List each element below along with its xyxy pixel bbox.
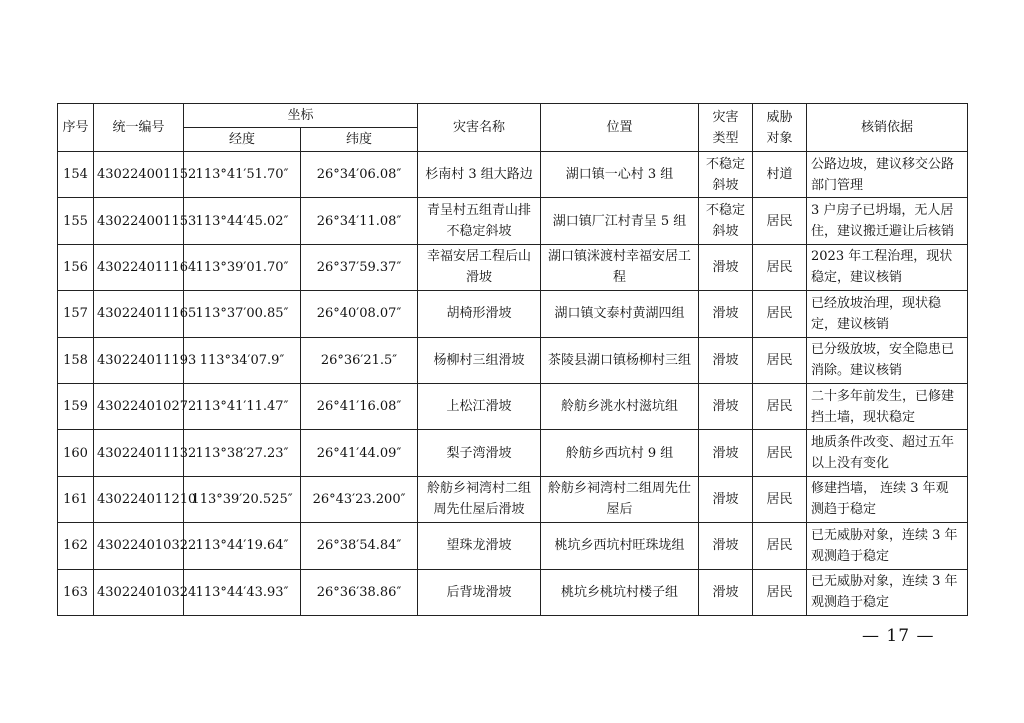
cell-seq: 157 [58,291,94,337]
cell-hazard-type-line: 滑坡 [712,399,739,415]
header-threat-line1: 威胁 [766,109,793,125]
cell-basis-line: 观测趋于稳定 [811,548,890,564]
cell-code: 430224010272 [94,383,184,429]
cell-hazard-type-line: 滑坡 [712,491,739,507]
header-basis: 核销依据 [807,104,968,152]
cell-hazard-name-line: 后背垅滑坡 [446,584,512,600]
cell-location [541,569,699,615]
cell-longitude: 113°34′07.9″ [184,337,301,383]
cell-basis-line: 测趋于稳定 [811,502,877,518]
cell-hazard-name-line: 梨子湾滑坡 [446,445,512,461]
cell-longitude: 113°44′19.64″ [184,523,301,569]
cell-basis [807,291,968,337]
cell-hazard-name-line: 上松江滑坡 [446,399,512,415]
cell-hazard-type [699,291,753,337]
cell-location [541,523,699,569]
cell-basis-line: 已无威胁对象，连续 3 年 [811,527,958,543]
table-header [58,104,968,152]
cell-location-line: 茶陵县湖口镇杨柳村三组 [548,352,692,368]
cell-hazard-name [418,291,541,337]
cell-basis-line: 已分级放坡，安全隐患已 [811,342,955,358]
cell-hazard-name-line: 杉南村 3 组大路边 [425,167,533,183]
cell-hazard-type [699,476,753,522]
header-location: 位置 [541,104,699,152]
cell-location-line: 湖口镇文泰村黄湖四组 [554,306,685,322]
cell-basis-line: 地质条件改变、超过五年 [811,435,955,451]
cell-threat-object: 居民 [753,337,807,383]
table-row [58,476,968,522]
cell-seq: 158 [58,337,94,383]
cell-latitude: 26°34′06.08″ [301,152,418,198]
cell-basis-line: 以上没有变化 [811,456,890,472]
cell-latitude: 26°36′21.5″ [301,337,418,383]
cell-hazard-name-line: 幸福安居工程后山 [427,249,532,265]
table-row [58,383,968,429]
cell-location-line: 舲舫乡祠湾村二组周先仕 [548,481,692,497]
hazard-table [57,103,968,616]
cell-latitude: 26°36′38.86″ [301,569,418,615]
cell-threat-object: 居民 [753,430,807,476]
table-row [58,523,968,569]
cell-seq: 160 [58,430,94,476]
cell-basis [807,337,968,383]
cell-location [541,152,699,198]
cell-location [541,337,699,383]
cell-basis [807,430,968,476]
cell-hazard-name-line: 滑坡 [466,270,493,286]
cell-code: 430224011164 [94,244,184,290]
cell-location-line: 桃坑乡桃坑村楼子组 [561,584,679,600]
cell-code: 430224011132 [94,430,184,476]
cell-basis [807,383,968,429]
cell-hazard-type [699,244,753,290]
cell-basis-line: 二十多年前发生，已修建 [811,388,955,404]
cell-hazard-name [418,152,541,198]
header-lat: 纬度 [301,128,418,152]
cell-longitude: 113°44′45.02″ [184,198,301,244]
cell-threat-object: 居民 [753,569,807,615]
cell-seq: 162 [58,523,94,569]
header-type [699,104,753,152]
cell-hazard-name-line: 不稳定斜坡 [446,224,512,240]
cell-hazard-name [418,198,541,244]
header-type-line2: 类型 [712,130,739,146]
cell-longitude: 113°39′01.70″ [184,244,301,290]
cell-basis-line: 2023 年工程治理，现状 [811,249,953,265]
cell-hazard-name [418,523,541,569]
cell-hazard-type-line: 滑坡 [712,445,739,461]
cell-location [541,383,699,429]
cell-longitude: 113°37′00.85″ [184,291,301,337]
cell-threat-object: 村道 [753,152,807,198]
table-row [58,244,968,290]
cell-location [541,430,699,476]
cell-seq: 163 [58,569,94,615]
table-body [58,152,968,616]
cell-basis-line: 消除。建议核销 [811,363,903,379]
cell-latitude: 26°40′08.07″ [301,291,418,337]
cell-threat-object: 居民 [753,291,807,337]
cell-hazard-name [418,476,541,522]
cell-hazard-name-line: 青呈村五组青山排 [427,203,532,219]
cell-basis-line: 已无威胁对象，连续 3 年 [811,574,958,590]
header-name: 灾害名称 [418,104,541,152]
cell-threat-object: 居民 [753,198,807,244]
table-row [58,152,968,198]
cell-code: 430224010322 [94,523,184,569]
cell-hazard-type-line: 不稳定 [706,203,746,219]
table-row [58,430,968,476]
cell-hazard-name [418,430,541,476]
cell-code: 430224011210 [94,476,184,522]
cell-hazard-name [418,244,541,290]
cell-basis-line: 3 户房子已坍塌，无人居 [811,203,954,219]
cell-basis [807,152,968,198]
cell-seq: 156 [58,244,94,290]
cell-threat-object: 居民 [753,244,807,290]
cell-location [541,476,699,522]
cell-location [541,198,699,244]
header-lon: 经度 [184,128,301,152]
cell-location-line: 湖口镇洣渡村幸福安居工程 [548,249,692,286]
cell-basis-line: 公路边坡，建议移交公路 [811,156,955,172]
table-row [58,569,968,615]
cell-hazard-name [418,337,541,383]
cell-location-line: 湖口镇厂江村青呈 5 组 [552,213,687,229]
header-code: 统一编号 [94,104,184,152]
table-row [58,291,968,337]
cell-hazard-type-line: 滑坡 [712,538,739,554]
cell-basis [807,198,968,244]
cell-seq: 159 [58,383,94,429]
cell-basis-line: 挡土墙，现状稳定 [811,409,916,425]
cell-latitude: 26°41′44.09″ [301,430,418,476]
cell-hazard-name [418,569,541,615]
cell-location-line: 舲舫乡洮水村滋坑组 [561,399,679,415]
cell-longitude: 113°41′51.70″ [184,152,301,198]
cell-hazard-type [699,569,753,615]
header-coords: 坐标 [184,104,418,128]
page-number: — 17 — [862,626,935,646]
cell-latitude: 26°41′16.08″ [301,383,418,429]
cell-hazard-type-line: 不稳定 [706,156,746,172]
cell-basis [807,523,968,569]
cell-threat-object: 居民 [753,476,807,522]
cell-location-line: 屋后 [606,502,633,518]
cell-basis [807,244,968,290]
cell-hazard-type [699,430,753,476]
cell-location-line: 舲舫乡西坑村 9 组 [565,445,674,461]
cell-basis-line: 已经放坡治理，现状稳 [811,295,942,311]
header-threat [753,104,807,152]
table-row [58,198,968,244]
cell-hazard-type [699,152,753,198]
cell-basis-line: 定，建议核销 [811,316,890,332]
cell-basis-line: 部门管理 [811,177,864,193]
cell-basis [807,476,968,522]
cell-hazard-name [418,383,541,429]
cell-longitude: 113°39′20.525″ [184,476,301,522]
cell-latitude: 26°37′59.37″ [301,244,418,290]
cell-latitude: 26°43′23.200″ [301,476,418,522]
cell-threat-object: 居民 [753,523,807,569]
cell-basis-line: 稳定，建议核销 [811,270,903,286]
cell-hazard-type [699,337,753,383]
cell-longitude: 113°38′27.23″ [184,430,301,476]
cell-threat-object: 居民 [753,383,807,429]
cell-seq: 154 [58,152,94,198]
cell-hazard-type [699,523,753,569]
cell-basis-line: 住，建议搬迁避让后核销 [811,224,955,240]
cell-basis [807,569,968,615]
cell-hazard-name-line: 周先仕屋后滑坡 [433,502,525,518]
cell-code: 430224010324 [94,569,184,615]
cell-hazard-type-line: 滑坡 [712,352,739,368]
table-row [58,337,968,383]
cell-hazard-type-line: 斜坡 [712,224,739,240]
cell-basis-line: 修建挡墙， 连续 3 年观 [811,481,949,497]
cell-hazard-type-line: 斜坡 [712,177,739,193]
cell-code: 430224011193 [94,337,184,383]
cell-seq: 161 [58,476,94,522]
cell-location [541,244,699,290]
cell-code: 430224001153 [94,198,184,244]
cell-longitude: 113°41′11.47″ [184,383,301,429]
cell-hazard-type-line: 滑坡 [712,584,739,600]
cell-hazard-type-line: 滑坡 [712,259,739,275]
cell-hazard-name-line: 杨柳村三组滑坡 [433,352,525,368]
cell-latitude: 26°34′11.08″ [301,198,418,244]
cell-location [541,291,699,337]
header-seq: 序号 [58,104,94,152]
cell-hazard-name-line: 望珠龙滑坡 [446,538,512,554]
header-threat-line2: 对象 [766,130,793,146]
cell-hazard-type [699,383,753,429]
header-type-line1: 灾害 [712,109,739,125]
cell-longitude: 113°44′43.93″ [184,569,301,615]
cell-seq: 155 [58,198,94,244]
cell-hazard-name-line: 胡椅形滑坡 [446,306,512,322]
cell-latitude: 26°38′54.84″ [301,523,418,569]
cell-code: 430224011165 [94,291,184,337]
cell-hazard-name-line: 舲舫乡祠湾村二组 [427,481,532,497]
cell-hazard-type [699,198,753,244]
cell-hazard-type-line: 滑坡 [712,306,739,322]
cell-location-line: 桃坑乡西坑村旺珠垅组 [554,538,685,554]
cell-code: 430224001152 [94,152,184,198]
cell-basis-line: 观测趋于稳定 [811,595,890,611]
cell-location-line: 湖口镇一心村 3 组 [565,167,674,183]
